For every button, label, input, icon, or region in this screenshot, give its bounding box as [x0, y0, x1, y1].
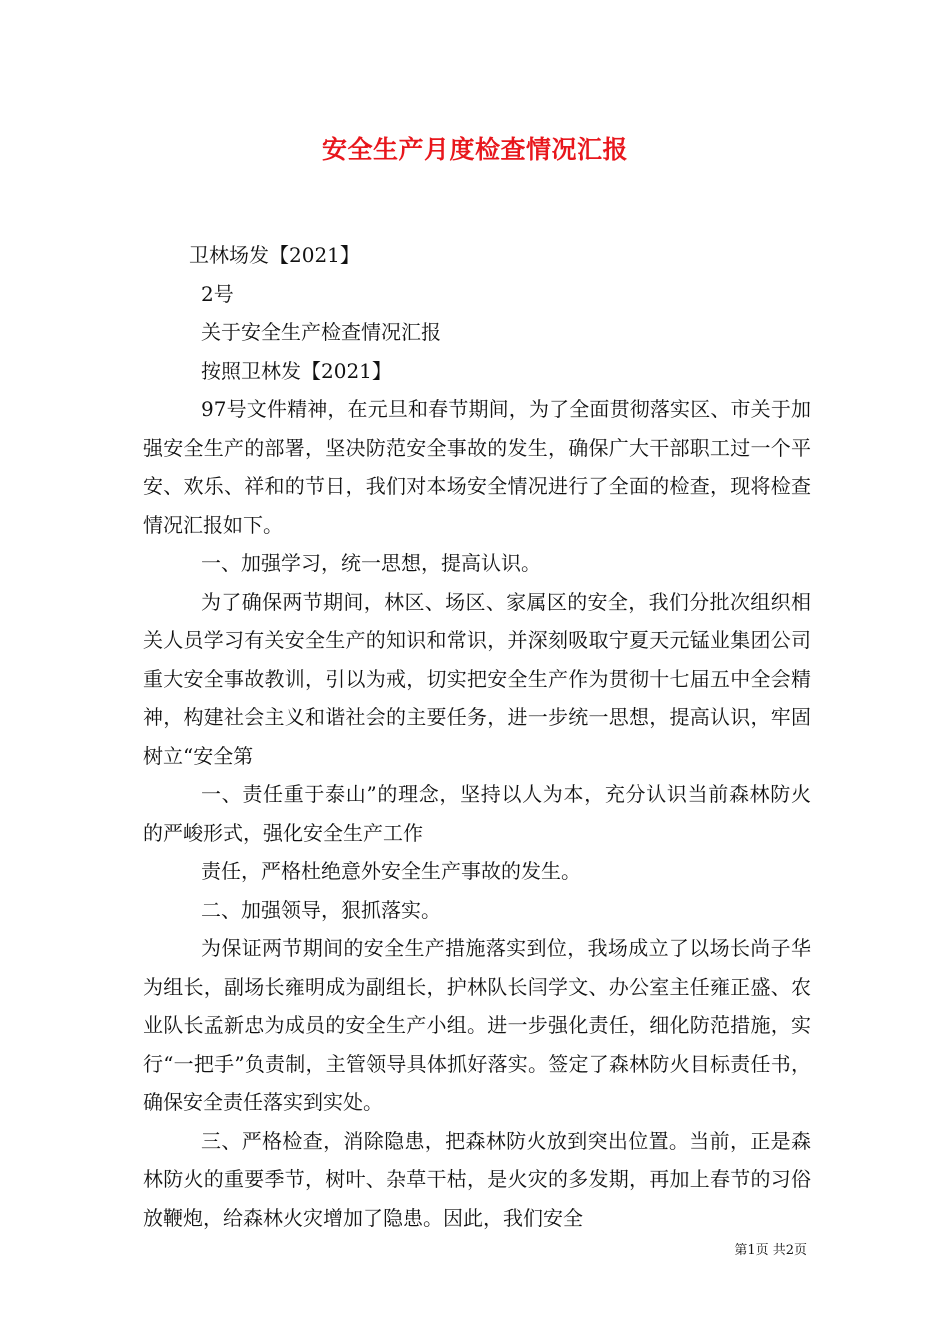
paragraph: 按照卫林发【2021】 — [201, 358, 392, 383]
paragraph: 责任，严格杜绝意外安全生产事故的发生。 — [201, 859, 581, 883]
section-heading: 二、加强领导，狠抓落实。 — [201, 897, 441, 922]
section-heading: 一、加强学习，统一思想，提高认识。 — [201, 551, 541, 575]
doc-subject: 关于安全生产检查情况汇报 — [201, 320, 441, 344]
paragraph: 三、严格检查，消除隐患，把森林防火放到突出位置。当前，正是森林防火的重要季节，树叶、杂草干枯，是火灾的多发期，再加上春节的习俗放鞭炮，给森林火灾增加了隐患。因此，我们安全 — [143, 1128, 811, 1230]
paragraph: 为了确保两节期间，林区、场区、家属区的安全，我们分批次组织相关人员学习有关安全生产的知识和常识，并深刻吸取宁夏天元锰业集团公司重大安全事故教训，引以为戒，切实把安全生产作为贯彻十七届五中全会精神，构建社会主义和谐社会的主要任务，进一步统一思想，提高认识，牢固树立“安全第 — [143, 589, 811, 768]
doc-number-suffix: 2号 — [201, 281, 234, 306]
doc-number-line: 卫林场发【2021】 — [189, 243, 360, 267]
document-body — [143, 236, 811, 1237]
paragraph: 一、责任重于泰山”的理念，坚持以人为本，充分认识当前森林防火的严峻形式，强化安全生产工作 — [143, 782, 811, 845]
paragraph: 为保证两节期间的安全生产措施落实到位，我场成立了以场长尚子华为组长，副场长雍明成为副组长，护林队长闫学文、办公室主任雍正盛、农业队长孟新忠为成员的安全生产小组。进一步强化责任，细化防范措施，实行“一把手”负责制，主管领导具体抓好落实。签定了森林防火目标责任书，确保安全责任落实到实处。 — [143, 936, 811, 1114]
document-title: 安全生产月度检查情况汇报 — [321, 135, 628, 164]
page-number: 第1页 共2页 — [734, 1243, 807, 1258]
paragraph: 97号文件精神，在元旦和春节期间，为了全面贯彻落实区、市关于加强安全生产的部署，坚决防范安全事故的发生，确保广大干部职工过一个平安、欢乐、祥和的节日，我们对本场安全情况进行了全面的检查，现将检查情况汇报如下。 — [143, 397, 811, 537]
